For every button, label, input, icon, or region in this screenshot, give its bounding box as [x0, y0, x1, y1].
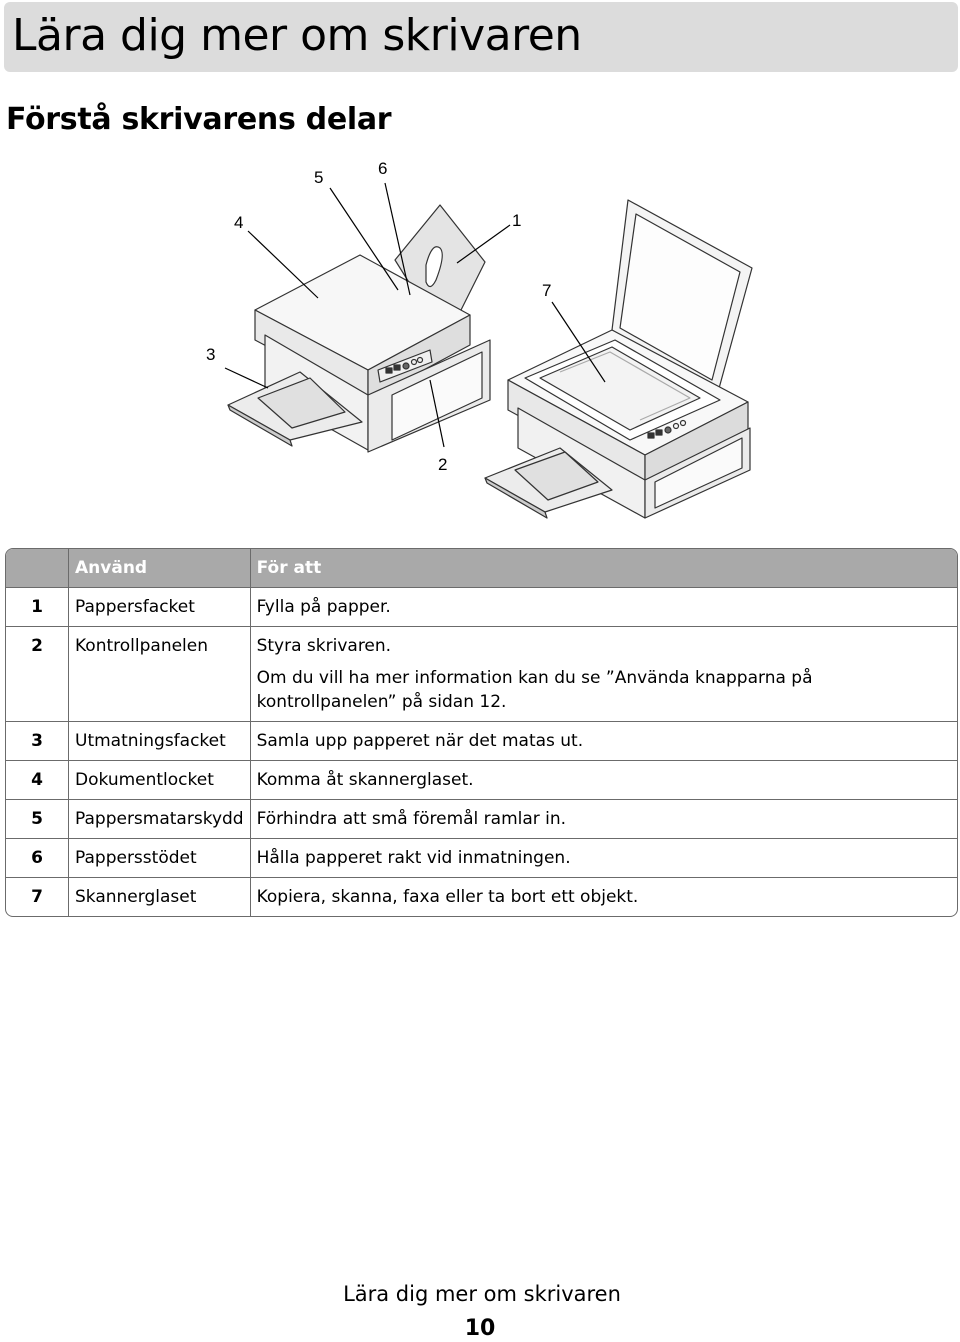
part-purpose: [251, 626, 957, 721]
title-bar: [4, 2, 958, 72]
purpose-text: Förhindra att små föremål ramlar in.: [256, 809, 567, 829]
purpose-text: Styra skrivaren.: [256, 636, 392, 656]
purpose-text: Kopiera, skanna, faxa eller ta bort ett objekt.: [256, 887, 639, 907]
callout-5: 5: [314, 168, 324, 187]
part-purpose: [251, 838, 957, 877]
purpose-text: Komma åt skannerglaset.: [256, 770, 474, 790]
table-row: [6, 760, 957, 799]
table-row: [6, 626, 957, 721]
page-title: Lära dig mer om skrivaren: [12, 10, 582, 61]
table-row: [6, 877, 957, 916]
part-purpose: [251, 721, 957, 760]
part-purpose: [251, 760, 957, 799]
row-number: 7: [6, 877, 69, 916]
row-number: 4: [6, 760, 69, 799]
table-row: [6, 587, 957, 626]
purpose-text: Hålla papperet rakt vid inmatningen.: [256, 848, 571, 868]
part-name: Kontrollpanelen: [69, 626, 251, 721]
printer-illustration: [0, 150, 960, 530]
row-number: 5: [6, 799, 69, 838]
page-number: 10: [464, 1316, 496, 1341]
part-purpose: [251, 587, 957, 626]
row-number: 6: [6, 838, 69, 877]
callout-6: 6: [378, 159, 388, 178]
parts-table: [5, 548, 958, 917]
header-num: [6, 549, 69, 587]
table-header-row: [6, 549, 957, 587]
part-name: Skannerglaset: [69, 877, 251, 916]
header-use: Använd: [69, 549, 251, 587]
header-purpose: För att: [251, 549, 957, 587]
footer-title: Lära dig mer om skrivaren: [343, 1282, 621, 1306]
row-number: 3: [6, 721, 69, 760]
callout-2: 2: [438, 455, 448, 474]
callout-1: 1: [512, 211, 522, 230]
table-row: [6, 799, 957, 838]
callout-7: 7: [542, 281, 552, 300]
callout-3: 3: [206, 345, 216, 364]
row-number: 2: [6, 626, 69, 721]
part-name: Pappersfacket: [69, 587, 251, 626]
part-name: Dokumentlocket: [69, 760, 251, 799]
purpose-text: Fylla på papper.: [256, 597, 391, 617]
section-title: Förstå skrivarens delar: [6, 102, 392, 137]
table-row: [6, 838, 957, 877]
callout-4: 4: [234, 213, 244, 232]
row-number: 1: [6, 587, 69, 626]
part-name: Utmatningsfacket: [69, 721, 251, 760]
part-purpose: [251, 877, 957, 916]
table-row: [6, 721, 957, 760]
part-purpose: [251, 799, 957, 838]
part-name: Pappersmatarskydd: [69, 799, 251, 838]
part-name: Pappersstödet: [69, 838, 251, 877]
purpose-text: Samla upp papperet när det matas ut.: [256, 731, 584, 751]
purpose-note: Om du vill ha mer information kan du se ”Använda knapparna på kontrollpanelen” på sidan 12.: [256, 668, 813, 712]
